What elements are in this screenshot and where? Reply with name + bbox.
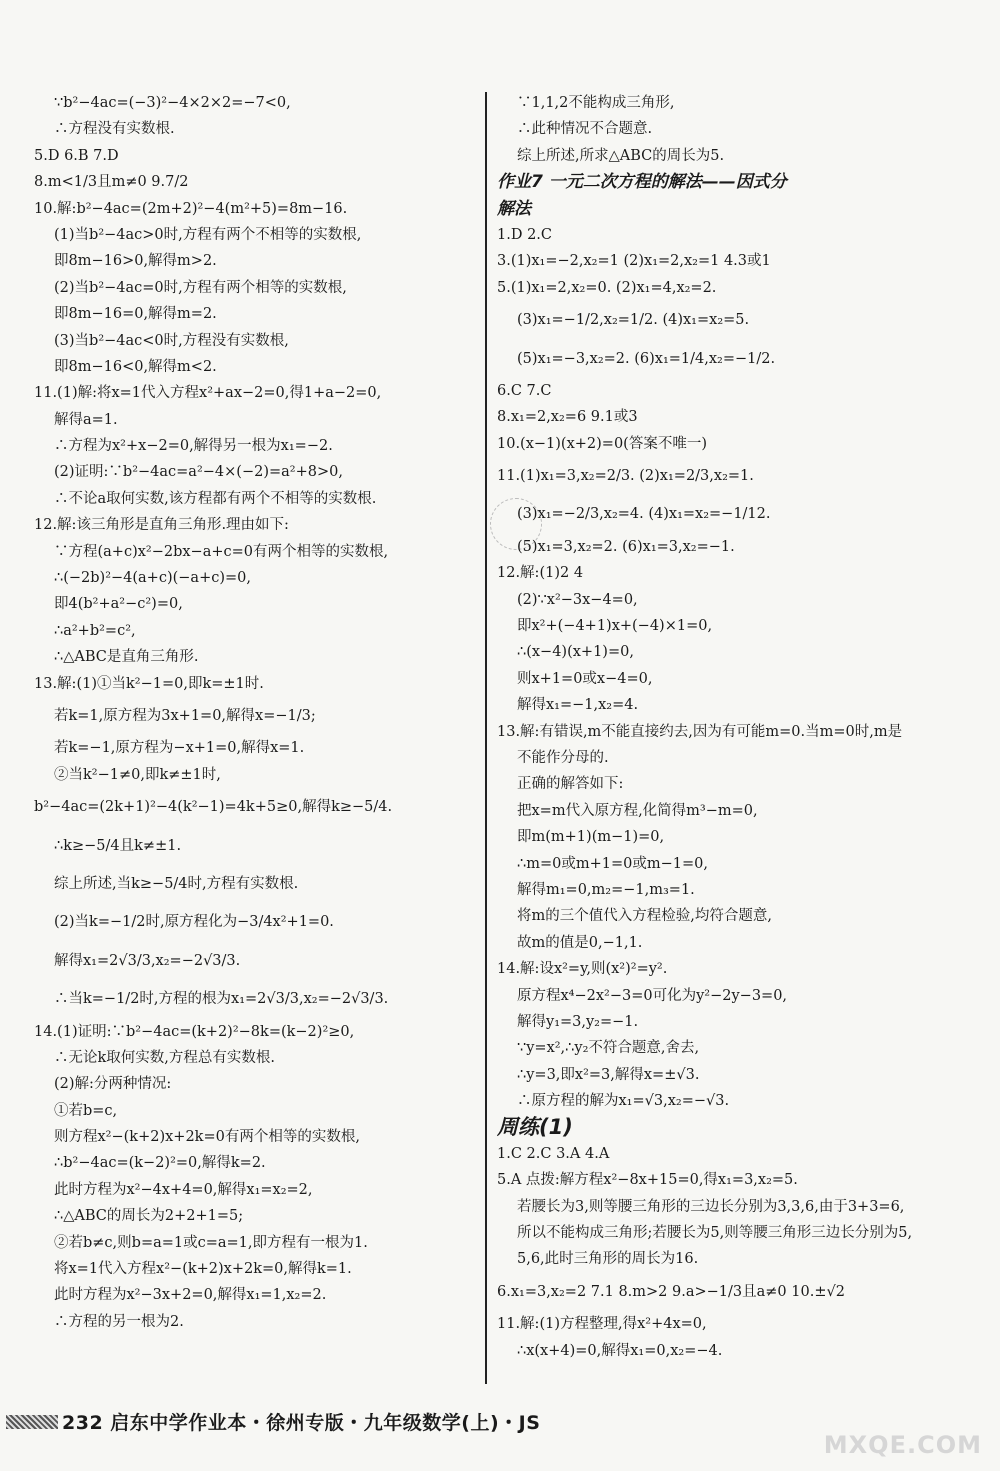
text-line: 正确的解答如下: xyxy=(517,776,624,793)
text-line: (5)x₁=−3,x₂=2. (6)x₁=1/4,x₂=−1/2. xyxy=(517,350,776,367)
text-line: 即x²+(−4+1)x+(−4)×1=0, xyxy=(517,618,713,635)
text-line: (3)x₁=−2/3,x₂=4. (4)x₁=x₂=−1/12. xyxy=(517,506,771,523)
text-line: (2)当b²−4ac=0时,方程有两个相等的实数根, xyxy=(54,279,347,296)
text-line: ∵y=x²,∴y₂不符合题意,舍去, xyxy=(517,1040,700,1057)
text-line: ∴方程没有实数根. xyxy=(54,121,175,138)
text-line: 解得y₁=3,y₂=−1. xyxy=(517,1013,639,1030)
text-line: ∴方程为x²+x−2=0,解得另一根为x₁=−2. xyxy=(54,438,333,455)
text-line: 则方程x²−(k+2)x+2k=0有两个相等的实数根, xyxy=(54,1129,360,1146)
text-line: ∴k≥−5/4且k≠±1. xyxy=(54,837,182,854)
text-line: 11.(1)x₁=3,x₂=2/3. (2)x₁=2/3,x₂=1. xyxy=(497,468,754,485)
section-heading: 作业7 一元二次方程的解法——因式分 xyxy=(497,172,787,193)
text-line: ∴此种情况不合题意. xyxy=(517,121,653,138)
text-line: 12.解:(1)2 4 xyxy=(497,565,584,582)
text-line: ∴当k=−1/2时,方程的根为x₁=2√3/3,x₂=−2√3/3. xyxy=(54,991,389,1008)
text-line: (2)当k=−1/2时,原方程化为−3/4x²+1=0. xyxy=(54,914,334,931)
text-line: 综上所述,所求△ABC的周长为5. xyxy=(517,147,725,164)
column-divider xyxy=(485,92,487,1384)
text-line: 若腰长为3,则等腰三角形的三边长分别为3,3,6,由于3+3=6, xyxy=(517,1198,905,1215)
footer-pattern-decoration xyxy=(6,1415,58,1429)
text-line: ∴m=0或m+1=0或m−1=0, xyxy=(517,855,708,872)
text-line: ∵方程(a+c)x²−2bx−a+c=0有两个相等的实数根, xyxy=(54,543,389,560)
text-line: ∴(x−4)(x+1)=0, xyxy=(517,644,634,661)
text-line: 综上所述,当k≥−5/4时,方程有实数根. xyxy=(54,875,299,892)
text-line: ∴x(x+4)=0,解得x₁=0,x₂=−4. xyxy=(517,1342,723,1359)
text-line: 10.解:b²−4ac=(2m+2)²−4(m²+5)=8m−16. xyxy=(34,200,348,217)
text-line: 此时方程为x²−3x+2=0,解得x₁=1,x₂=2. xyxy=(54,1287,327,1304)
section-heading: 解法 xyxy=(497,198,531,219)
text-line: (2)∵x²−3x−4=0, xyxy=(517,591,638,608)
text-line: 13.解:(1)①当k²−1=0,即k=±1时. xyxy=(34,675,264,692)
text-line: 5.A 点拨:解方程x²−8x+15=0,得x₁=3,x₂=5. xyxy=(497,1172,798,1189)
text-line: ②当k²−1≠0,即k≠±1时, xyxy=(54,766,221,783)
text-line: 解得m₁=0,m₂=−1,m₃=1. xyxy=(517,881,695,898)
section-heading: 周练(1) xyxy=(497,1115,573,1140)
text-line: 若k=−1,原方程为−x+1=0,解得x=1. xyxy=(54,740,305,757)
text-line: 解得a=1. xyxy=(54,411,118,428)
text-line: ∴△ABC是直角三角形. xyxy=(54,649,199,666)
text-line: 若k=1,原方程为3x+1=0,解得x=−1/3; xyxy=(54,707,316,724)
text-line: 解得x₁=−1,x₂=4. xyxy=(517,697,639,714)
text-line: 8.m<1/3且m≠0 9.7/2 xyxy=(34,174,189,191)
text-line: 14.(1)证明:∵b²−4ac=(k+2)²−8k=(k−2)²≥0, xyxy=(34,1023,355,1040)
text-line: (3)当b²−4ac<0时,方程没有实数根, xyxy=(54,332,289,349)
text-line: 11.(1)解:将x=1代入方程x²+ax−2=0,得1+a−2=0, xyxy=(34,385,382,402)
footer-text: 232 启东中学作业本・徐州专版・九年级数学(上)・JS xyxy=(62,1412,541,1434)
text-line: 14.解:设x²=y,则(x²)²=y². xyxy=(497,961,668,978)
right-column xyxy=(497,92,967,1366)
text-line: ∴无论k取何实数,方程总有实数根. xyxy=(54,1049,276,1066)
left-column xyxy=(34,92,474,1337)
text-line: ②若b≠c,则b=a=1或c=a=1,即方程有一根为1. xyxy=(54,1234,368,1251)
text-line: ∴方程的另一根为2. xyxy=(54,1313,184,1330)
text-line: ∴a²+b²=c², xyxy=(54,622,136,639)
text-line: (1)当b²−4ac>0时,方程有两个不相等的实数根, xyxy=(54,226,362,243)
text-line: 所以不能构成三角形;若腰长为5,则等腰三角形三边长分别为5, xyxy=(517,1225,913,1242)
text-line: 即8m−16=0,解得m=2. xyxy=(54,306,217,323)
watermark: MXQE.COM xyxy=(823,1431,982,1459)
text-line: ∴y=3,即x²=3,解得x=±√3. xyxy=(517,1066,700,1083)
text-line: ∴不论a取何实数,该方程都有两个不相等的实数根. xyxy=(54,490,377,507)
text-line: ∵1,1,2不能构成三角形, xyxy=(517,95,675,111)
text-line: 5.D 6.B 7.D xyxy=(34,147,119,164)
text-line: 即m(m+1)(m−1)=0, xyxy=(517,829,665,846)
text-line: 1.C 2.C 3.A 4.A xyxy=(497,1145,610,1162)
text-line: 6.x₁=3,x₂=2 7.1 8.m>2 9.a>−1/3且a≠0 10.±√2 xyxy=(497,1283,845,1300)
text-line: 把x=m代入原方程,化简得m³−m=0, xyxy=(517,802,758,819)
text-line: ①若b=c, xyxy=(54,1102,118,1119)
text-line: 即8m−16>0,解得m>2. xyxy=(54,253,217,270)
text-line: ∵b²−4ac=(−3)²−4×2×2=−7<0, xyxy=(54,95,291,111)
text-line: 8.x₁=2,x₂=6 9.1或3 xyxy=(497,409,638,426)
text-line: 10.(x−1)(x+2)=0(答案不唯一) xyxy=(497,435,707,452)
text-line: 原方程x⁴−2x²−3=0可化为y²−2y−3=0, xyxy=(517,987,788,1004)
text-line: 即4(b²+a²−c²)=0, xyxy=(54,596,183,613)
text-line: 13.解:有错误,m不能直接约去,因为有可能m=0.当m=0时,m是 xyxy=(497,723,903,740)
text-line: 6.C 7.C xyxy=(497,382,552,399)
text-line: 11.解:(1)方程整理,得x²+4x=0, xyxy=(497,1316,707,1333)
text-line: 1.D 2.C xyxy=(497,226,552,243)
text-line: 5.(1)x₁=2,x₂=0. (2)x₁=4,x₂=2. xyxy=(497,279,717,296)
text-line: 故m的值是0,−1,1. xyxy=(517,934,643,951)
text-line: ∴(−2b)²−4(a+c)(−a+c)=0, xyxy=(54,570,251,587)
text-line: 将x=1代入方程x²−(k+2)x+2k=0,解得k=1. xyxy=(54,1261,352,1278)
text-line: 此时方程为x²−4x+4=0,解得x₁=x₂=2, xyxy=(54,1181,313,1198)
text-line: (2)解:分两种情况: xyxy=(54,1076,172,1093)
text-line: ∴△ABC的周长为2+2+1=5; xyxy=(54,1208,244,1225)
text-line: ∴原方程的解为x₁=√3,x₂=−√3. xyxy=(517,1093,730,1110)
text-line: 将m的三个值代入方程检验,均符合题意, xyxy=(517,908,772,925)
text-line: (3)x₁=−1/2,x₂=1/2. (4)x₁=x₂=5. xyxy=(517,312,750,329)
text-line: (2)证明:∵b²−4ac=a²−4×(−2)=a²+8>0, xyxy=(54,464,343,481)
text-line: 即8m−16<0,解得m<2. xyxy=(54,358,217,375)
text-line: 3.(1)x₁=−2,x₂=1 (2)x₁=2,x₂=1 4.3或1 xyxy=(497,253,771,270)
text-line: (5)x₁=3,x₂=2. (6)x₁=3,x₂=−1. xyxy=(517,538,735,555)
text-line: 12.解:该三角形是直角三角形.理由如下: xyxy=(34,517,289,534)
text-line: 5,6,此时三角形的周长为16. xyxy=(517,1251,699,1268)
text-line: 解得x₁=2√3/3,x₂=−2√3/3. xyxy=(54,952,241,969)
text-line: 不能作分母的. xyxy=(517,749,609,766)
text-line: ∴b²−4ac=(k−2)²=0,解得k=2. xyxy=(54,1155,266,1172)
text-line: 则x+1=0或x−4=0, xyxy=(517,670,653,687)
text-line: b²−4ac=(2k+1)²−4(k²−1)=4k+5≥0,解得k≥−5/4. xyxy=(34,799,393,816)
